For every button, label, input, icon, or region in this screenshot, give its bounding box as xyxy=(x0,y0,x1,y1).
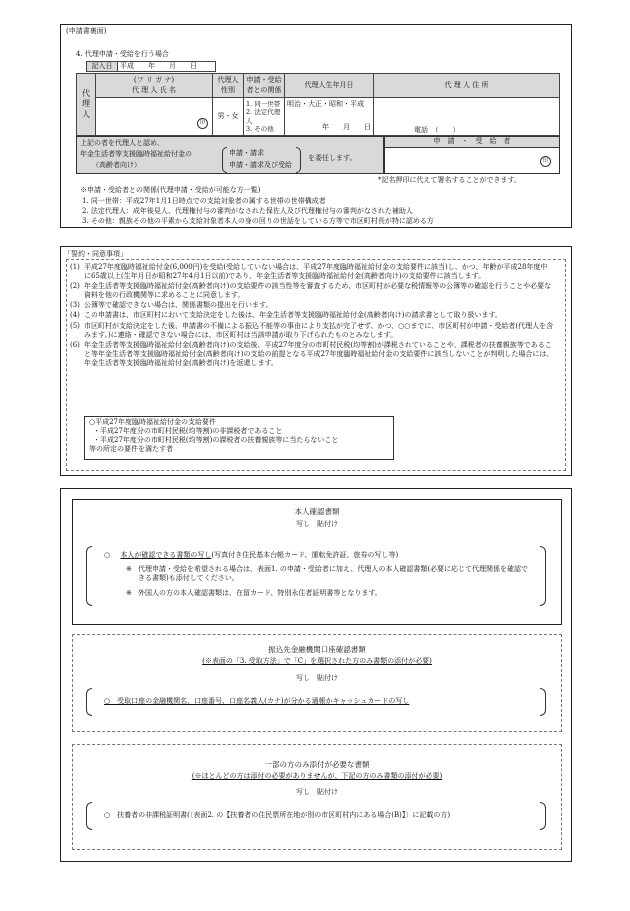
identity-bracket-left xyxy=(86,546,92,606)
partial-subtitle-text: (※ほとんどの方は添付の必要がありませんが、下記の方のみ書類の添付が必要) xyxy=(191,772,443,780)
partial-bracket-right xyxy=(540,802,546,830)
pledge-no-2: (2) xyxy=(70,282,80,291)
entry-date-table xyxy=(86,61,216,72)
pledge-text-4: この申請書は、市区町村において支給決定をした後は、年金生活者等支援臨時福祉給付金(高齢者向け)の請求書として取り扱います。 xyxy=(84,311,502,320)
applicant-header: 申 請 ・ 受 給 者 xyxy=(384,136,560,148)
requirements-line-3: ・平成27年度分の市町村民税(均等割)の課税者の扶養親族等に当たらないこと xyxy=(93,436,339,445)
delegation-line2: 年金生活者等支援臨時福祉給付金の xyxy=(80,150,192,158)
partial-title: 一部の方のみ添付が必要な書類 xyxy=(264,760,370,769)
identity-bracket-right xyxy=(540,546,546,606)
pledge-no-4: (4) xyxy=(70,311,80,320)
requirements-line-4: 等の所定の要件を満たす者 xyxy=(89,445,173,454)
identity-main-underlined: 本人が確認できる書類の写し xyxy=(120,551,212,559)
requirements-line-1: ○平成27年度臨時福祉給付金の支給要件 xyxy=(89,418,217,426)
pledge-title: 「誓約・同意事項」 xyxy=(64,250,127,258)
identity-note-1 xyxy=(126,565,530,583)
furigana-label: (フ リ ガ ナ) xyxy=(133,76,175,85)
seal-note: *記名押印に代えて署名することができます。 xyxy=(378,176,521,184)
address-header: 代 理 人 住 所 xyxy=(374,74,560,98)
pledge-no-3: (3) xyxy=(70,301,80,310)
relation-option-3[interactable]: 3. その他 xyxy=(246,124,274,133)
bank-subtitle xyxy=(72,657,562,666)
identity-title: 本人確認書類 xyxy=(294,507,340,516)
phone-label: 電話 （ ） xyxy=(414,125,460,134)
partial-bracket-left xyxy=(86,802,92,830)
partial-subtitle xyxy=(72,772,562,781)
pledge-text-5: 市区町村が支給決定をした後、申請書の不備による振込不能等の事由により支払が完了せず、かつ、○○までに、市区町村が申請・受給者(代理人を含みます。)に連絡・確認できない場合には、市区町村は当該申請が取り下げられたものとみなします。 xyxy=(84,321,554,339)
bank-title: 振込先金融機関口座確認書類 xyxy=(268,645,366,654)
requirements-box xyxy=(84,416,394,460)
pledge-no-1: (1) xyxy=(70,263,80,271)
pledge-text-6: 年金生活者等支援臨時福祉給付金(高齢者向け)の支給後、平成27年度分の市町村民税(均等割)が課税されていることや、課税者の扶養親族等であること等年金生活者等支援臨時福祉給付金(高齢者向け)の支給の前提となる平成27年度臨時福祉給付金の支給要件に該当しないことが判明した場合には、年金生活者等支援臨時福祉給付金(高齢者向け)を返還します。 xyxy=(84,340,554,367)
identity-docs-box xyxy=(72,499,562,625)
partial-paste-label: 写し 貼付け xyxy=(296,788,338,796)
delegation-brace-right xyxy=(296,147,301,173)
name-label: 代 理 人 氏 名 xyxy=(132,85,176,94)
relation-option-2[interactable]: 2. 法定代理人 xyxy=(246,108,281,125)
pledge-text-2: 年金生活者等支援臨時福祉給付金(高齢者向け)の支給要件の該当性等を審査するため、市区町村が必要な税情報等の公簿等の確認を行うことや必要な資料を他の行政機関等に求めることに同意します。 xyxy=(84,282,552,300)
identity-note-1-mark: ※ xyxy=(126,565,132,573)
requirements-line-2: ・平成27年度分の市町村民税(均等割)の非課税者であること xyxy=(93,427,283,436)
bank-subtitle-text: (※表面の「3. 受取方法」で「C」を選択された方のみ書類の添付が必要) xyxy=(202,657,432,665)
pledge-list xyxy=(70,263,554,369)
relation-note-1: 1. 同一世帯：平成27年1月1日時点での支給対象者の属する世帯の世帯構成者 xyxy=(82,197,326,205)
partial-item: ○ 扶養者の非課税証明書(〔表面2. の【扶養者の住民票所在地が別の市区町村内にある場合(B)】〕に記載の方) xyxy=(104,811,451,819)
identity-note-2 xyxy=(126,589,530,598)
proxy-name-header xyxy=(96,74,213,98)
relation-field[interactable] xyxy=(244,98,285,136)
bank-item-text: ○ 受取口座の金融機関名、口座番号、口座名義人(カナ)が分かる通帳かキャッシュカードの写し xyxy=(104,697,410,705)
birth-eras: 明治・大正・昭和・平成 xyxy=(287,100,364,108)
bank-bracket-right xyxy=(540,688,546,716)
pledge-text-3: 公簿等で確認できない場合は、関係書類の提出を行います。 xyxy=(84,301,273,310)
relation-header: 申請・受給者との関係 xyxy=(244,74,285,98)
relation-note-2: 2. 法定代理人：成年後見人、代理権付与の審判がなされた保佐人及び代理権付与の審判がなされた補助人 xyxy=(82,207,413,215)
identity-paste-label: 写し 貼付け xyxy=(296,520,338,528)
bank-item xyxy=(104,697,409,706)
relation-note-title: ※申請・受給者との関係(代理申請・受給が可能な方一覧) xyxy=(80,186,261,194)
address-field[interactable] xyxy=(374,98,560,136)
proxy-name-field[interactable] xyxy=(96,98,213,136)
identity-main-line xyxy=(104,551,534,560)
proxy-row-label: 代理人 xyxy=(77,74,96,136)
pledge-no-6: (6) xyxy=(70,340,80,349)
delegation-option-1[interactable]: 申請・請求 xyxy=(229,149,264,157)
identity-note-2-mark: ※ xyxy=(126,589,132,597)
page-side-label: (申請書裏面) xyxy=(66,27,107,35)
birth-field[interactable] xyxy=(285,98,374,136)
applicant-field[interactable] xyxy=(384,147,560,174)
delegation-line1: 上記の者を代理人と認め、 xyxy=(80,139,164,147)
identity-note-1-text: 代理申請・受給を希望される場合は、表面1. の申請・受給者に加え、代理人の本人確認書類(必要に応じて代理関係を確認できる書類)も添付してください。 xyxy=(138,565,529,583)
entry-date-field[interactable]: 平成 年 月 日 xyxy=(118,62,216,72)
identity-main-rest: (写真付き住民基本台帳カード、運転免許証、旅券の写し等) xyxy=(211,551,399,559)
birth-date: 年 月 日 xyxy=(322,123,371,132)
relation-note-3: 3. その他：親族その他の平素から支給対象者本人の身の回りの世話をしている方等で市区町村長が特に認める方 xyxy=(82,217,434,225)
delegation-brace-left xyxy=(222,147,227,173)
identity-note-2-text: 外国人の方の本人確認書類は、在留カード、特別永住者証明書等となります。 xyxy=(138,589,382,597)
delegation-line3: （高齢者向け） xyxy=(92,161,141,169)
entry-date-label: 記入日 xyxy=(87,62,118,72)
pledge-no-5: (5) xyxy=(70,321,80,330)
bank-bracket-left xyxy=(86,688,92,716)
gender-field[interactable]: 男・女 xyxy=(213,98,244,136)
gender-header: 代理人性別 xyxy=(213,74,244,98)
section4-title: 4. 代理申請・受給を行う場合 xyxy=(76,50,169,58)
relation-option-1[interactable]: 1. 同一世帯 xyxy=(246,100,281,109)
birth-header: 代理人生年月日 xyxy=(285,74,374,98)
delegation-end: を委任します。 xyxy=(308,154,357,162)
applicant-seal: 印 xyxy=(540,156,551,167)
bank-paste-label: 写し 貼付け xyxy=(296,674,338,682)
name-seal: 印 xyxy=(197,118,208,129)
delegation-option-2[interactable]: 申請・請求及び受給 xyxy=(229,161,292,169)
pledge-text-1: 平成27年度臨時福祉給付金(6,000円)を受給(受給していない場合は、平成27年度臨時福祉給付金の支給要件に該当)し、かつ、年齢が平成28年度中に65歳以上(生年月日が昭和27年4月1日以前)であり、年金生活者等支援臨時福祉給付金(高齢者向け)の支給要件に該当します。 xyxy=(84,263,548,281)
proxy-table xyxy=(76,73,560,136)
identity-circle: ○ xyxy=(104,551,111,559)
